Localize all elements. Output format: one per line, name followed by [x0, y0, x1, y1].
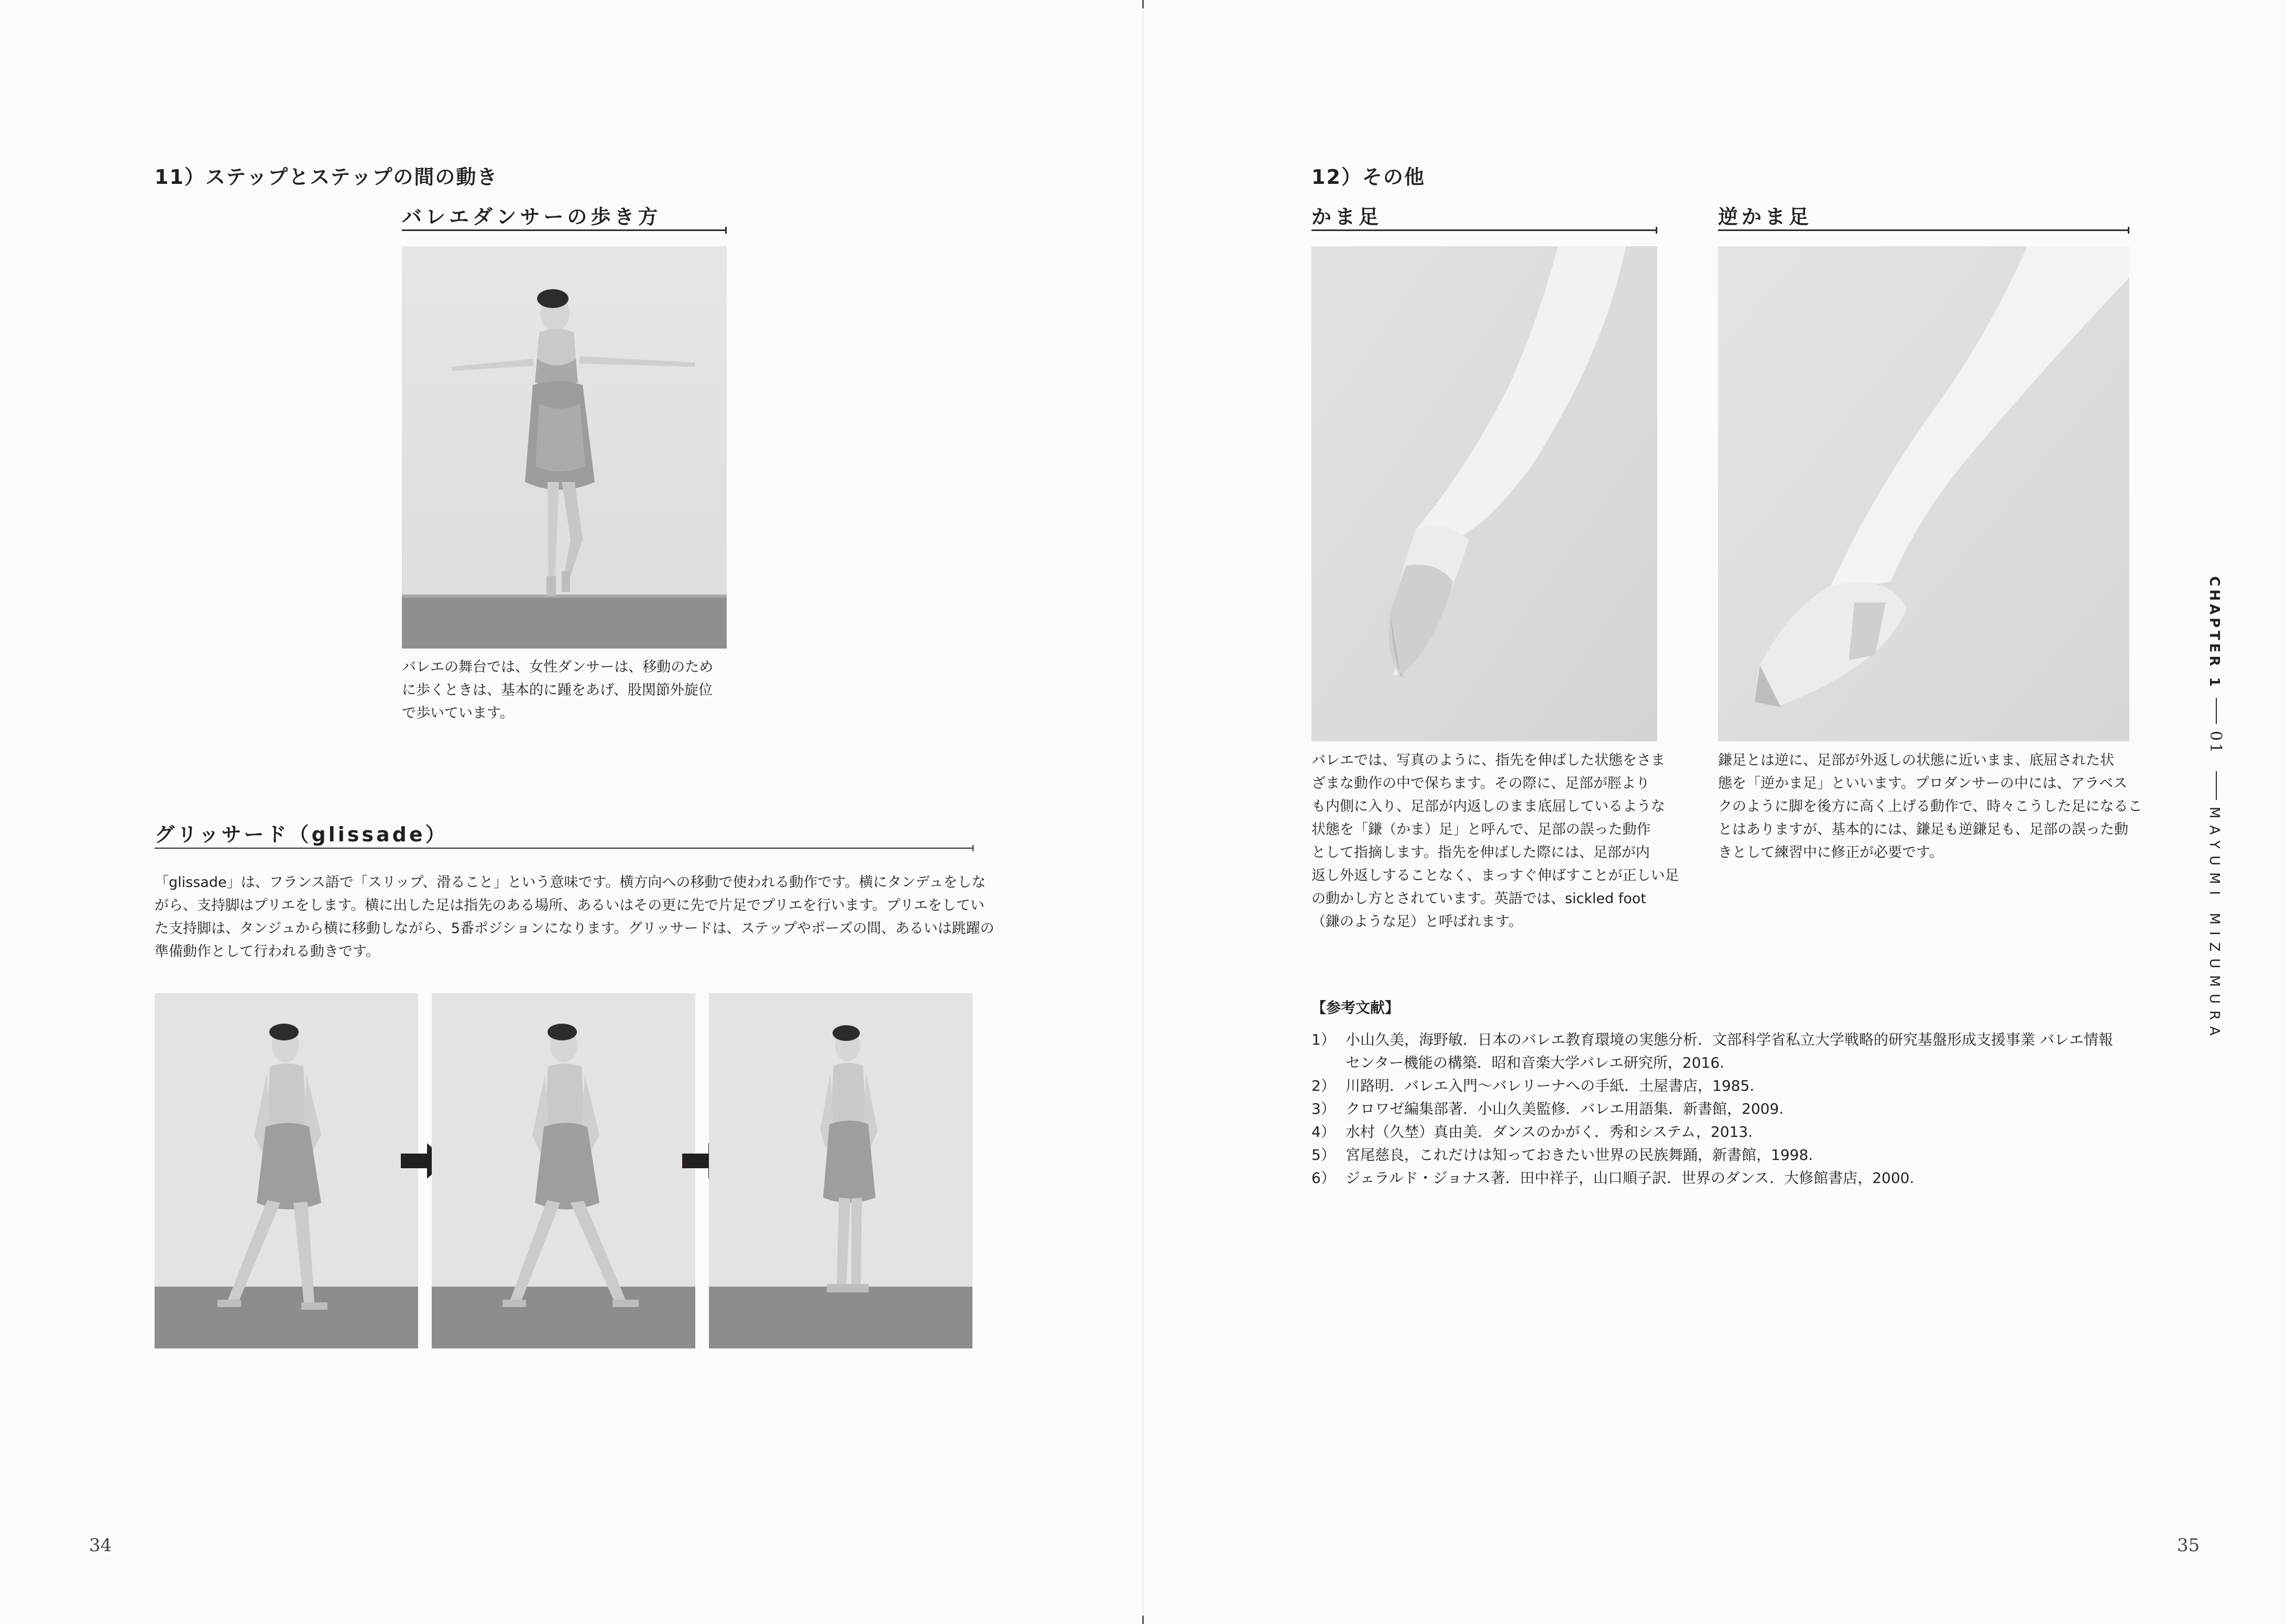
walking-heading: バレエダンサーの歩き方	[402, 205, 662, 228]
references-heading: 【参考文献】	[1311, 999, 1400, 1016]
references-list	[1311, 1028, 2113, 1190]
glissade-body-line: 準備動作として行われる動きです。	[155, 943, 380, 960]
reference-text-continued: センター機能の構築．昭和音楽大学バレエ研究所，2016.	[1346, 1054, 1725, 1071]
gyaku-kama-heading: 逆かま足	[1718, 205, 1813, 228]
sidebar-divider	[2216, 698, 2217, 724]
reference-number: 2）	[1311, 1077, 1336, 1094]
sidebar-number: 01	[2206, 731, 2225, 755]
page-number-left: 34	[89, 1535, 112, 1556]
gutter	[1142, 0, 1144, 1624]
glissade-body-line: がら、支持脚はプリエをします。横に出した足は指先のある場所、あるいはその更に先で片足でプリエを行います。プリエをしてい	[155, 897, 985, 914]
kama-heading: かま足	[1311, 205, 1383, 228]
kama-caption-line: として指摘します。指先を伸ばした際には、足部が内	[1311, 844, 1650, 861]
section-11-title: 11）ステップとステップの間の動き	[155, 166, 498, 189]
reference-item	[1311, 1167, 2113, 1190]
reference-number: 3）	[1311, 1100, 1336, 1117]
reference-number: 4）	[1311, 1123, 1336, 1140]
sidebar-chapter: CHAPTER 1	[2206, 576, 2222, 690]
sidebar-author: MAYUMI MIZUMURA	[2206, 807, 2222, 1043]
reference-item	[1311, 1098, 2113, 1121]
crop-mark-bottom	[1142, 1616, 1144, 1624]
reference-number: 1）	[1311, 1031, 1336, 1048]
reverse-sickled-foot-photo	[1718, 246, 2129, 741]
gyaku-kama-heading-rule	[1718, 229, 2129, 231]
walking-caption-line: に歩くときは、基本的に踵をあげ、股関節外旋位	[402, 682, 713, 698]
gyaku-kama-caption-line: とはありますが、基本的には、鎌足も逆鎌足も、足部の誤った動	[1718, 821, 2128, 838]
walking-caption-line: で歩いています。	[402, 705, 514, 721]
section-12-title: 12）その他	[1311, 166, 1425, 189]
page-number-right: 35	[2177, 1535, 2200, 1556]
glissade-heading-rule	[155, 848, 974, 849]
kama-caption-line: も内側に入り、足部が内返しのまま底屈しているような	[1311, 798, 1665, 815]
reference-text: 水村（久埜）真由美．ダンスのかがく．秀和システム，2013.	[1346, 1123, 1753, 1140]
glissade-photo-3	[709, 993, 972, 1348]
reference-text: 宮尾慈良，これだけは知っておきたい世界の民族舞踊，新書館，1998.	[1346, 1146, 1813, 1164]
kama-caption-line: ざまな動作の中で保ちます。その際に、足部が脛より	[1311, 775, 1650, 792]
kama-caption-line: 状態を「鎌（かま）足」と呼んで、足部の誤った動作	[1311, 821, 1651, 838]
walking-caption	[402, 656, 713, 725]
chapter-sidebar	[2206, 576, 2227, 1079]
gyaku-kama-caption	[1718, 749, 2142, 864]
kama-caption	[1311, 749, 1679, 934]
walking-caption-line: バレエの舞台では、女性ダンサーは、移動のため	[402, 659, 714, 675]
reference-text: 川路明．バレエ入門〜バレリーナへの手紙．土屋書店，1985.	[1346, 1077, 1755, 1094]
reference-item	[1311, 1074, 2113, 1098]
reference-text: クロワゼ編集部著．小山久美監修．バレエ用語集．新書館，2009.	[1346, 1100, 1784, 1117]
reference-item	[1311, 1144, 2113, 1167]
kama-heading-rule	[1311, 229, 1657, 231]
gyaku-kama-caption-line: 態を「逆かま足」といいます。プロダンサーの中には、アラベス	[1718, 775, 2128, 792]
reference-text: ジェラルド・ジョナス著．田中祥子，山口順子訳．世界のダンス．大修館書店，2000.	[1346, 1169, 1915, 1187]
glissade-body-line: た支持脚は、タンジュから横に移動しながら、5番ポジションになります。グリッサードは、ステップやポーズの間、あるいは跳躍の	[155, 920, 994, 937]
reference-number: 5）	[1311, 1146, 1336, 1164]
sickled-foot-photo	[1311, 246, 1657, 741]
glissade-body	[155, 871, 994, 963]
gyaku-kama-caption-line: クのように脚を後方に高く上げる動作で、時々こうした足になるこ	[1718, 798, 2142, 815]
crop-mark-top	[1142, 0, 1144, 8]
reference-item	[1311, 1028, 2113, 1051]
walking-heading-rule	[402, 229, 727, 231]
reference-text: 小山久美，海野敏．日本のバレエ教育環境の実態分析．文部科学省私立大学戦略的研究基盤形成支援事業 バレエ情報	[1346, 1031, 2113, 1048]
reference-number: 6）	[1311, 1169, 1336, 1187]
glissade-body-line: 「glissade」は、フランス語で「スリップ、滑ること」という意味です。横方向への移動で使われる動作です。横にタンデュをしな	[155, 874, 986, 891]
kama-caption-line: バレエでは、写真のように、指先を伸ばした状態をさま	[1311, 752, 1665, 769]
dancer-walking-photo	[402, 246, 727, 649]
sidebar-divider	[2216, 771, 2217, 800]
kama-caption-line: の動かし方とされています。英語では、sickled foot	[1311, 891, 1646, 907]
gyaku-kama-caption-line: 鎌足とは逆に、足部が外返しの状態に近いまま、底屈された状	[1718, 752, 2114, 769]
kama-caption-line: （鎌のような足）と呼ばれます。	[1311, 914, 1523, 930]
kama-caption-line: 返し外返しすることなく、まっすぐ伸ばすことが正しい足	[1311, 868, 1679, 884]
gyaku-kama-caption-line: きとして練習中に修正が必要です。	[1718, 844, 1943, 861]
glissade-heading: グリッサード（glissade）	[155, 823, 448, 846]
glissade-photo-1	[155, 993, 418, 1348]
glissade-photo-2	[432, 993, 695, 1348]
reference-item	[1311, 1121, 2113, 1144]
